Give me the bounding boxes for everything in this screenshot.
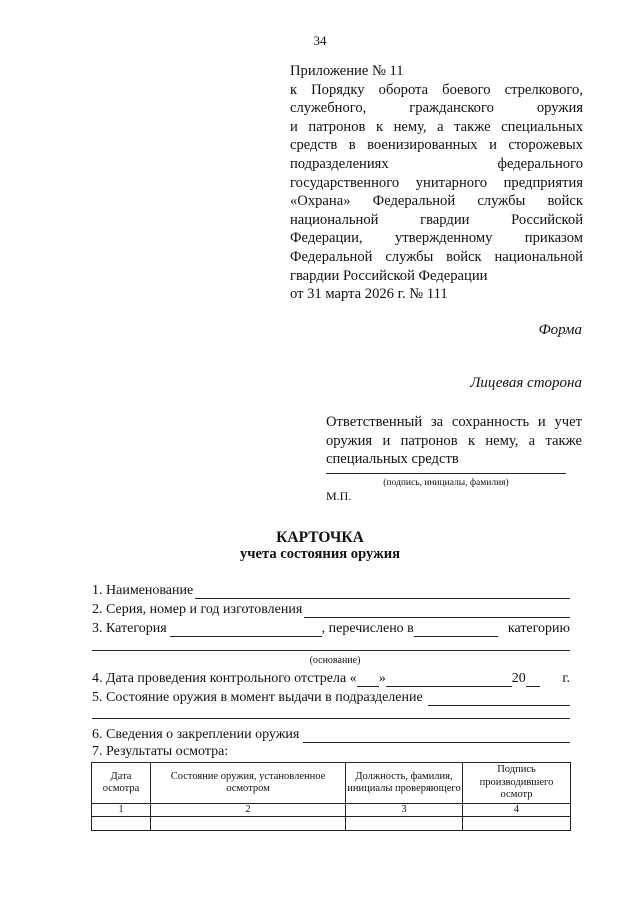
appendix-header (290, 62, 583, 304)
field-name (92, 581, 570, 599)
appendix-line: подразделениях федерального (290, 155, 583, 172)
field-results (92, 742, 570, 760)
card-subtitle: учета состояния оружия (239, 546, 400, 562)
appendix-line: средств в военизированных и сторожевых (290, 137, 583, 154)
appendix-line: Федеральной службы войск национальной (290, 248, 583, 265)
signature-line[interactable] (326, 473, 566, 474)
field-category-new-blank[interactable] (414, 624, 498, 637)
field-test-date-end: г. (562, 671, 570, 686)
field-name-label: 1. Наименование (92, 583, 194, 598)
field-name-blank[interactable] (195, 586, 570, 599)
signature-caption: (подпись, инициалы, фамилия) (383, 478, 509, 488)
page-number: 34 (313, 33, 327, 48)
column-number: 1 (92, 804, 151, 817)
table-row (92, 817, 571, 831)
field-condition-label: 5. Состояние оружия в момент выдачи в подразделение (92, 690, 423, 705)
header-signature: Подпись производившего осмотр (463, 763, 571, 804)
responsible-block (326, 413, 582, 469)
field-test-date-quote: » (378, 671, 386, 686)
basis-caption: (основание) (309, 655, 361, 666)
field-category (92, 619, 570, 637)
field-test-date (92, 669, 570, 687)
appendix-line: от 31 марта 2026 г. № 111 (290, 286, 448, 303)
field-serial-blank[interactable] (304, 605, 570, 618)
table-cell[interactable] (92, 817, 151, 831)
column-number: 3 (346, 804, 463, 817)
responsible-line: Ответственный за сохранность и учет (326, 414, 582, 430)
field-condition (92, 688, 570, 706)
appendix-line: национальной гвардии Российской (290, 211, 583, 228)
basis-line[interactable] (92, 650, 570, 651)
form-label: Форма (538, 322, 582, 338)
field-test-year-blank[interactable] (526, 674, 540, 687)
header-inspector: Должность, фамилия, инициалы проверяющего (346, 763, 463, 804)
field-test-month-blank[interactable] (386, 674, 512, 687)
responsible-line: специальных средств (326, 451, 459, 468)
field-category-label: 3. Категория (92, 621, 167, 636)
field-serial (92, 600, 570, 618)
field-condition-blank[interactable] (428, 693, 570, 706)
appendix-line: и патронов к нему, а также специальных (290, 118, 583, 135)
card-title: КАРТОЧКА (276, 529, 364, 546)
field-assignment-label: 6. Сведения о закреплении оружия (92, 727, 300, 742)
appendix-line: гвардии Российской Федерации (290, 267, 488, 284)
field-test-date-label: 4. Дата проведения контрольного отстрела « (92, 671, 357, 686)
responsible-line: оружия и патронов к нему, а также (326, 432, 582, 449)
appendix-line: «Охрана» Федеральной службы войск (290, 193, 583, 210)
appendix-line: государственного унитарного предприятия (290, 174, 583, 191)
header-condition: Состояние оружия, установленное осмотром (151, 763, 346, 804)
inspection-table (91, 762, 571, 831)
appendix-line: Приложение № 11 (290, 63, 404, 79)
appendix-line: к Порядку оборота боевого стрелкового, (290, 81, 583, 98)
header-date: Дата осмотра (92, 763, 151, 804)
table-cell[interactable] (463, 817, 571, 831)
field-category-blank[interactable] (170, 624, 322, 637)
appendix-line: Федерации, утвержденному приказом (290, 230, 583, 247)
field-test-date-year: 20 (511, 671, 526, 686)
table-cell[interactable] (346, 817, 463, 831)
field-test-day-blank[interactable] (357, 674, 379, 687)
field-condition-extra-line[interactable] (92, 718, 570, 719)
field-assignment (92, 725, 570, 743)
stamp-placeholder: М.П. (326, 489, 352, 503)
table-header-row (92, 763, 571, 804)
column-number: 2 (151, 804, 346, 817)
side-label: Лицевая сторона (470, 375, 582, 391)
table-number-row (92, 804, 571, 817)
field-serial-label: 2. Серия, номер и год изготовления (92, 602, 303, 617)
field-results-label: 7. Результаты осмотра: (92, 744, 229, 759)
column-number: 4 (463, 804, 571, 817)
appendix-line: служебного, гражданского оружия (290, 100, 583, 117)
table-cell[interactable] (151, 817, 346, 831)
field-category-end: категорию (507, 621, 570, 636)
field-category-mid: , перечислено в (321, 621, 414, 636)
